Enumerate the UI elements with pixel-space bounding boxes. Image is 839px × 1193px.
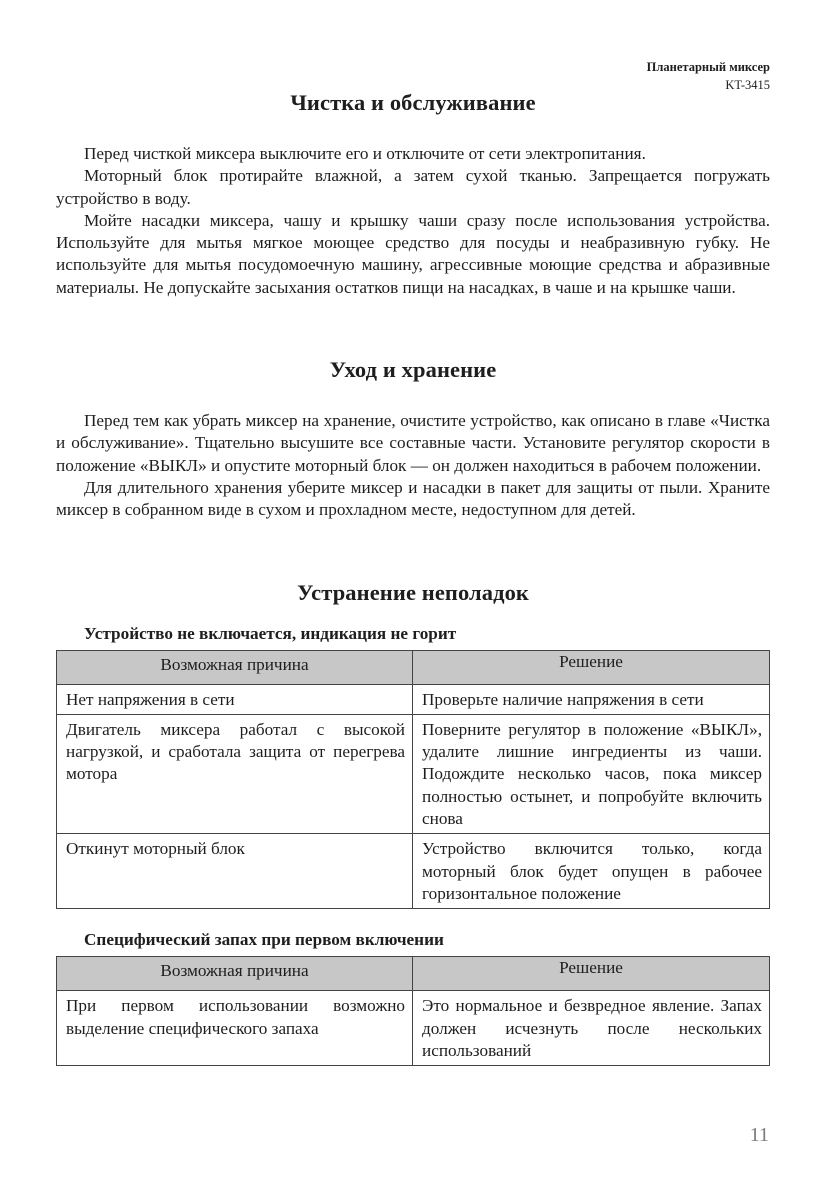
header-model: KT-3415 xyxy=(725,78,770,92)
solution-cell: Это нормальное и безвредное явление. Запах должен исчезнуть после нескольких использований xyxy=(413,991,770,1066)
solution-cell: Поверните регулятор в положение «ВЫКЛ», удалите лишние ингредиенты из чаши. Подождите несколько часов, пока миксер полностью остынет, и попробуйте включить снова xyxy=(413,714,770,833)
table-subtitle: Специфический запах при первом включении xyxy=(84,930,444,950)
header-solution: Решение xyxy=(413,957,770,991)
header-solution: Решение xyxy=(413,650,770,684)
header-title: Планетарный миксер xyxy=(646,60,770,74)
table-row xyxy=(57,834,770,909)
table-row xyxy=(57,684,770,714)
table-header-row xyxy=(57,650,770,684)
section-title-cleaning: Чистка и обслуживание xyxy=(290,90,536,115)
paragraph: Перед чисткой миксера выключите его и отключите от сети электропитания. xyxy=(84,144,646,163)
solution-cell: Проверьте наличие напряжения в сети xyxy=(413,684,770,714)
page-content xyxy=(56,90,770,1066)
page-number: 11 xyxy=(749,1124,769,1146)
cause-cell: Откинут моторный блок xyxy=(57,834,413,909)
table-header-row xyxy=(57,957,770,991)
cause-cell: При первом использовании возможно выделение специфического запаха xyxy=(57,991,413,1066)
cause-cell: Нет напряжения в сети xyxy=(57,684,413,714)
paragraph: Для длительного хранения уберите миксер и насадки в пакет для защиты от пыли. Храните миксер в собранном виде в сухом и прохладном месте, недоступном для детей. xyxy=(56,477,770,520)
running-header xyxy=(647,58,770,94)
table-subtitle: Устройство не включается, индикация не горит xyxy=(84,623,457,643)
table-row xyxy=(57,714,770,833)
paragraph: Мойте насадки миксера, чашу и крышку чаши сразу после использования устройства. Используйте для мытья мягкое моющее средство для посуды и неабразивную губку. Не используйте для мытья посудомоечную машину, агрессивные моющие средства и абразивные материалы. Не допускайте засыхания остатков пищи на насадках, в чаше и на крышке чаши. xyxy=(56,210,770,297)
cause-cell: Двигатель миксера работал с высокой нагрузкой, и сработала защита от перегрева мотора xyxy=(57,714,413,833)
header-cause: Возможная причина xyxy=(57,650,413,684)
section-title-troubleshooting: Устранение неполадок xyxy=(297,579,529,605)
header-cause: Возможная причина xyxy=(57,957,413,991)
paragraph: Моторный блок протирайте влажной, а затем сухой тканью. Запрещается погружать устройство в воду. xyxy=(56,166,770,208)
section-title-storage: Уход и хранение xyxy=(329,357,497,383)
solution-cell: Устройство включится только, когда моторный блок будет опущен в рабочее горизонтальное положение xyxy=(413,834,770,909)
table-row xyxy=(57,991,770,1066)
troubleshooting-table-1 xyxy=(56,650,770,910)
troubleshooting-table-2 xyxy=(56,956,770,1066)
paragraph: Перед тем как убрать миксер на хранение, очистите устройство, как описано в главе «Чистка и обслуживание». Тщательно высушите все составные части. Установите регулятор скорости в положение «ВЫКЛ» и опустите моторный блок — он должен находиться в рабочем положении. xyxy=(56,411,770,475)
